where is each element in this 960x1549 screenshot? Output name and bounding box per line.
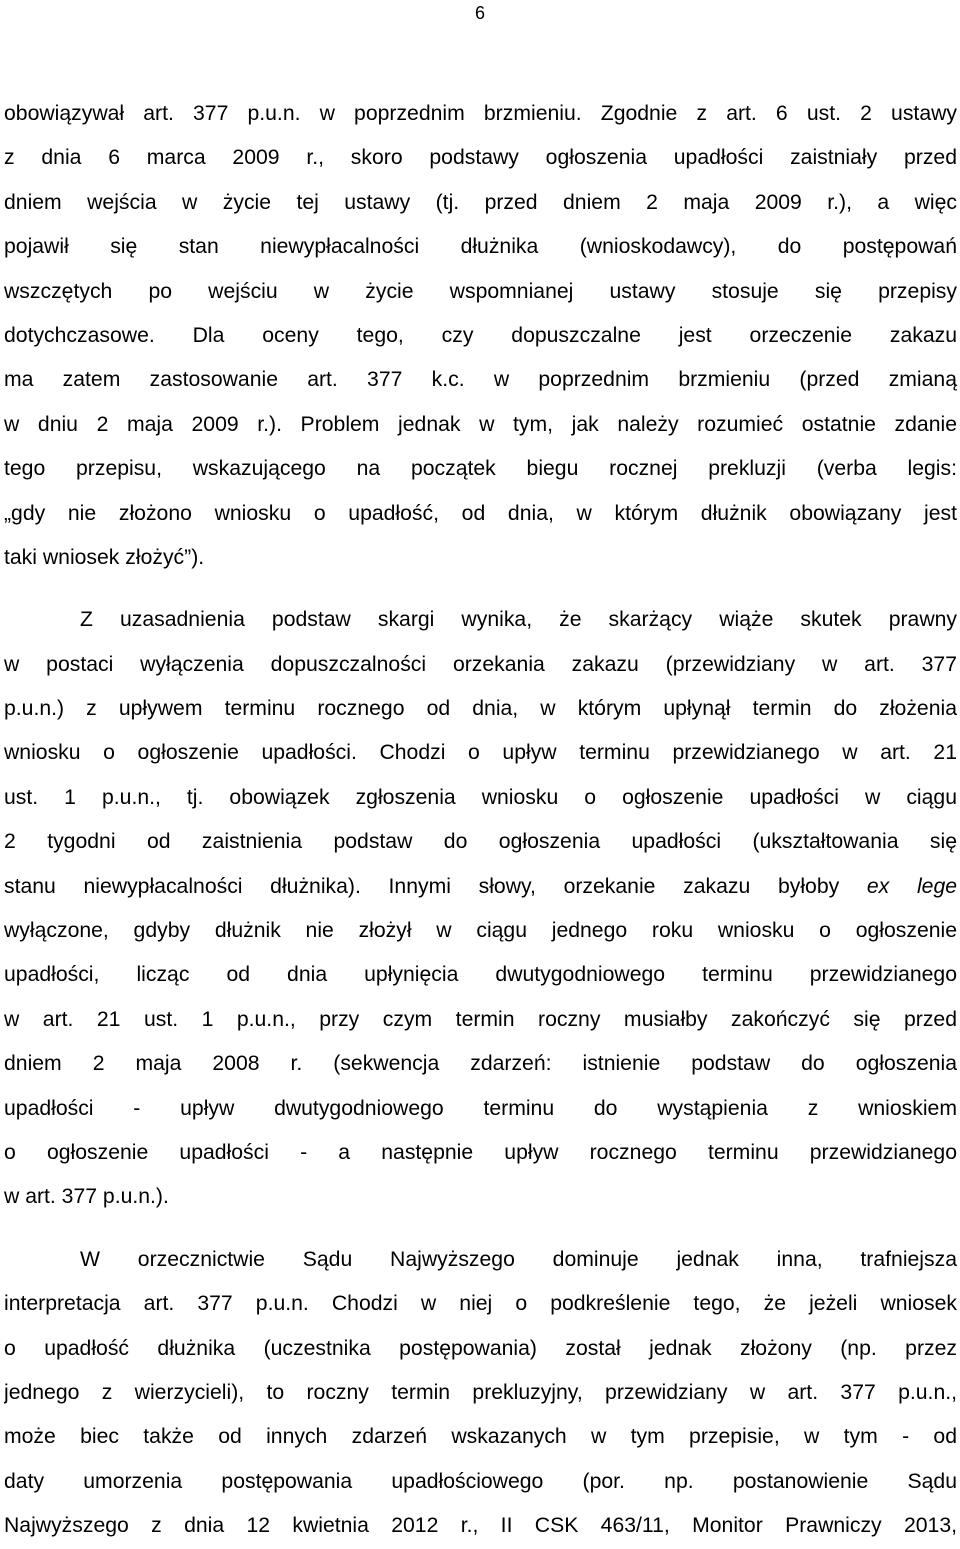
text-line: w art. 21 ust. 1 p.u.n., przy czym termin roczny musiałby zakończyć się przed <box>4 1007 957 1031</box>
text-line: ma zatem zastosowanie art. 377 k.c. w poprzednim brzmieniu (przed zmianą <box>4 368 957 392</box>
paragraph-3 <box>4 1238 957 1549</box>
text-line: pojawił się stan niewypłacalności dłużnika (wnioskodawcy), do postępowań <box>4 235 957 259</box>
text-line: dotychczasowe. Dla oceny tego, czy dopuszczalne jest orzeczenie zakazu <box>4 323 957 347</box>
text-line: p.u.n.) z upływem terminu rocznego od dnia, w którym upłynął termin do złożenia <box>4 697 957 721</box>
text-line: W orzecznictwie Sądu Najwyższego dominuje jednak inna, trafniejsza <box>80 1247 957 1271</box>
text-line: wszczętych po wejściu w życie wspomnianej ustawy stosuje się przepisy <box>4 279 957 303</box>
text-line: upadłości - upływ dwutygodniowego terminu do wystąpienia z wnioskiem <box>4 1096 957 1120</box>
italic-phrase: ex lege <box>866 874 957 898</box>
text-line: wyłączone, gdyby dłużnik nie złożył w ciągu jednego roku wniosku o ogłoszenie <box>4 919 957 943</box>
text-line: Z uzasadnienia podstaw skargi wynika, że skarżący wiąże skutek prawny <box>80 608 957 632</box>
text-line: w dniu 2 maja 2009 r.). Problem jednak w tym, jak należy rozumieć ostatnie zdanie <box>4 412 957 436</box>
text-line: taki wniosek złożyć”). <box>4 545 205 569</box>
text-segment: stanu niewypłacalności dłużnika). Innymi słowy, orzekanie zakazu byłoby <box>4 874 867 898</box>
text-line-with-italic <box>4 865 957 909</box>
text-line: wniosku o ogłoszenie upadłości. Chodzi o upływ terminu przewidzianego w art. 21 <box>4 741 957 765</box>
text-line: dniem wejścia w życie tej ustawy (tj. przed dniem 2 maja 2009 r.), a więc <box>4 190 957 214</box>
document-body <box>4 92 957 1549</box>
paragraph-2 <box>4 598 957 1219</box>
paragraph-spacer <box>4 1220 957 1238</box>
text-line: o ogłoszenie upadłości - a następnie upływ rocznego terminu przewidzianego <box>4 1140 957 1164</box>
text-line: 2 tygodni od zaistnienia podstaw do ogłoszenia upadłości (ukształtowania się <box>4 830 957 854</box>
text-line: daty umorzenia postępowania upadłościowego (por. np. postanowienie Sądu <box>4 1469 957 1493</box>
text-line: dniem 2 maja 2008 r. (sekwencja zdarzeń: istnienie podstaw do ogłoszenia <box>4 1052 957 1076</box>
text-line: z dnia 6 marca 2009 r., skoro podstawy ogłoszenia upadłości zaistniały przed <box>4 146 957 170</box>
text-line: o upadłość dłużnika (uczestnika postępowania) został jednak złożony (np. przez <box>4 1336 957 1360</box>
text-line: może biec także od innych zdarzeń wskazanych w tym przepisie, w tym - od <box>4 1425 957 1449</box>
text-line: jednego z wierzycieli), to roczny termin prekluzyjny, przewidziany w art. 377 p.u.n., <box>4 1380 957 1404</box>
text-line: w postaci wyłączenia dopuszczalności orzekania zakazu (przewidziany w art. 377 <box>4 652 957 676</box>
text-line: ust. 1 p.u.n., tj. obowiązek zgłoszenia wniosku o ogłoszenie upadłości w ciągu <box>4 785 957 809</box>
text-line: w art. 377 p.u.n.). <box>4 1185 169 1209</box>
text-line: upadłości, licząc od dnia upłynięcia dwutygodniowego terminu przewidzianego <box>4 963 957 987</box>
text-line: Najwyższego z dnia 12 kwietnia 2012 r., II CSK 463/11, Monitor Prawniczy 2013, <box>4 1514 957 1538</box>
text-line: interpretacja art. 377 p.u.n. Chodzi w niej o podkreślenie tego, że jeżeli wniosek <box>4 1292 957 1316</box>
paragraph-1 <box>4 92 957 580</box>
paragraph-spacer <box>4 580 957 598</box>
page-number: 6 <box>474 3 485 23</box>
text-line: obowiązywał art. 377 p.u.n. w poprzednim brzmieniu. Zgodnie z art. 6 ust. 2 ustawy <box>4 102 957 125</box>
text-line: „gdy nie złożono wniosku o upadłość, od dnia, w którym dłużnik obowiązany jest <box>4 501 957 525</box>
text-line: tego przepisu, wskazującego na początek biegu rocznej prekluzji (verba legis: <box>4 457 957 481</box>
